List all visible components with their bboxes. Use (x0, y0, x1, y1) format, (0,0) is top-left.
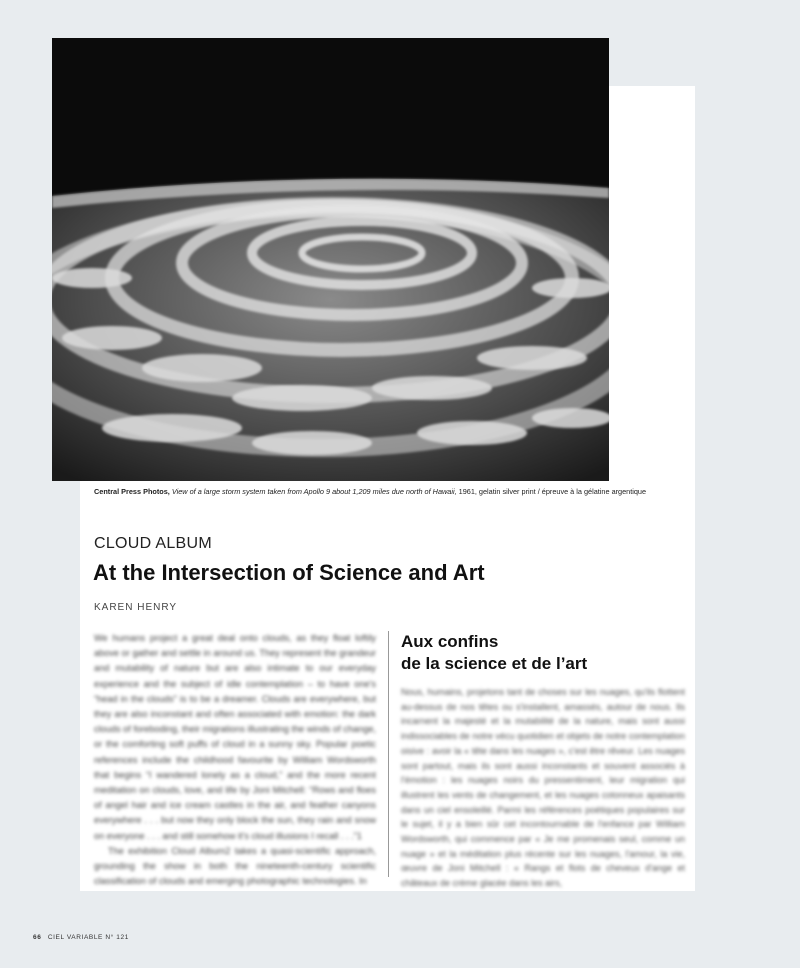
caption-title: View of a large storm system taken from Apollo 9 about 1,209 miles due north of Hawaii, (171, 487, 457, 496)
article-kicker: CLOUD ALBUM (94, 535, 212, 552)
body-french: Nous, humains, projetons tant de choses sur les nuages, qu'ils flottent au-dessus de nos têtes ou s'installent, amassés, autour de nous. Ils incarnent la majesté et la mutabilité de la nature, mais sont aussi indissociables de notre vécu quotidien et objets de notre contemplation oisive : avoir la « tête dans les nuages », c'est être rêveur. Les nuages sont partout, mais ils sont aussi inconstants et souvent associés à l'émotion : les nuages noirs du pressentiment, leur migration qui illustrent les vents de changement, et les nuages cotonneux apaisants dans un ciel ensoleillé. Parmi les références poétiques populaires sur le sujet, il y a bien sûr cet incontournable de l'enfance par William Wordsworth, qui commence par « Je me promenais seul, comme un nuage » et la méditation plus récente sur les nuages, l'amour, la vie, œuvre de Joni Mitchell : « Rangs et flots de cheveux d'ange et châteaux de crème glacée dans les airs, (401, 687, 685, 889)
caption-details: 1961, gelatin silver print / épreuve à la gélatine argentique (458, 487, 647, 496)
page-footer (33, 934, 129, 941)
caption-artist: Central Press Photos, (94, 487, 170, 496)
page-number: 66 (33, 934, 42, 941)
body-english (94, 631, 376, 889)
magazine-name: CIEL VARIABLE N° 121 (47, 934, 129, 941)
french-title-line: de la science et de l’art (401, 654, 588, 673)
storm-system-photo (52, 38, 609, 481)
body-english-paragraph: We humans project a great deal onto clouds, as they float loftily above or gather and settle in around us. They represent the grandeur and mutability of nature but are also intimate to our everyday experience and the subject of idle contemplation – to have one's “head in the clouds” is to be a dreamer. Clouds are everywhere, but they are also inconstant and often associated with emotion: the dark clouds of foreboding, their migrations illustrating the winds of change, or the comforting soft puffs of cloud in a sunny sky. Popular poetic references include the childhood favourite by William Wordsworth that begins “I wandered lonely as a cloud,” and the more recent meditation on clouds, love, and life by Joni Mitchell: “Rows and floes of angel hair and ice cream castles in the air, and feather canyons everywhere . . . but now they only block the sun, they rain and snow on everyone . . . and still somehow it's cloud illusions I recall . . .”1 (94, 633, 376, 841)
column-divider (388, 631, 389, 877)
french-title (401, 631, 691, 675)
photo-caption (94, 487, 654, 497)
french-title-line: Aux confins (401, 632, 499, 651)
body-english-paragraph: The exhibition Cloud Album2 takes a quasi-scientific approach, grounding the show in both the nineteenth-century scientific classification of clouds and emerging photographic technologies. In (94, 845, 376, 887)
article-author: KAREN HENRY (94, 602, 178, 613)
earth-storm-photo-icon (52, 38, 609, 481)
article-headline: At the Intersection of Science and Art (93, 560, 485, 585)
